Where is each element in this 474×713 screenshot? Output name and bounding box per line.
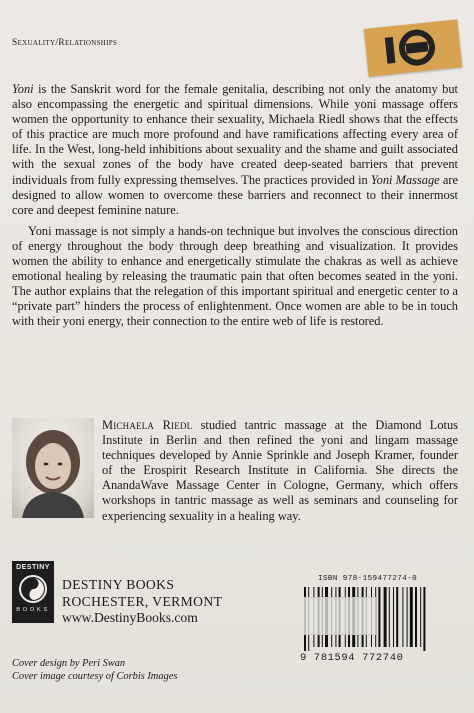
barcode-bar	[402, 587, 403, 647]
destiny-books-logo	[12, 561, 54, 623]
publisher-name: DESTINY BOOKS	[62, 577, 175, 592]
author-name: Michaela Riedl	[102, 418, 193, 432]
barcode-bar	[423, 587, 425, 651]
author-bio	[12, 418, 458, 524]
barcode-digits: 9 781594 772740	[300, 652, 404, 664]
book-title-ref: Yoni Massage	[370, 172, 440, 187]
barcode-bar	[393, 587, 394, 647]
description-paragraph-1	[12, 82, 458, 218]
author-bio-text: studied tantric massage at the Diamond Lotus Institute in Berlin and then refined the yoni and lingam massage techniques developed by Annie Sprinkle and Joseph Kramer, founder of the Erospirit Research Institute in California. She directs the AnandaWave Massage Center in Cologne, Germany, which offers workshops in tantric massage as well as seminars and counseling for experiencing sexuality in a healing way.	[102, 418, 458, 523]
ten-logo-icon	[380, 24, 446, 72]
p1-text-b: are designed to allow women to overcome these barriers and reconnect to their innermost core and deepest feminine nature.	[12, 172, 458, 217]
p1-text-a: is the Sanskrit word for the female genitalia, describing not only the anatomy but also encompassing the energetic and spiritual dimensions. While yoni massage offers women the opportunity to enhance their sexuality, Michaela Riedl shows that the effects of this practice are much more profound and have ramifications affecting every area of life. In the West, long-held inhibitions about sexuality and the shame and guilt associated with the sexual zones of the body have created deep-seated barriers that prevent individuals from fully expressing themselves. The practices provided in	[12, 82, 458, 187]
publisher-url: www.DestinyBooks.com	[62, 610, 198, 625]
barcode-bar	[415, 587, 417, 647]
swirl-logo-icon	[18, 574, 48, 604]
barcode-bar	[384, 587, 387, 647]
author-portrait-icon	[12, 418, 94, 518]
logo-top-text: DESTINY	[16, 564, 50, 571]
publisher-info	[62, 577, 222, 627]
price-sticker	[364, 19, 463, 77]
barcode-bar	[389, 587, 390, 647]
barcode-bar	[378, 587, 380, 647]
logo-bottom-text: BOOKS	[16, 607, 50, 613]
cover-image-credit: Cover image courtesy of Corbis Images	[12, 671, 178, 682]
cover-credits	[12, 657, 177, 683]
lead-term: Yoni	[12, 82, 34, 96]
isbn-label: ISBN 978-159477274-0	[318, 575, 418, 583]
isbn-barcode	[300, 575, 460, 675]
barcode-bar	[410, 587, 413, 647]
description-paragraph-2: Yoni massage is not simply a hands-on technique but involves the conscious direction of energy throughout the body through deep breathing and visualization. It provides women the ability to enhance and energetically stimulate the chakras as well as achieve emotional healing by releasing the traumatic pain that often becomes seated in the yoni. The author explains that the relegation of this important spiritual and energetic center to a “private part” hinders the process of enlightenment. Once women are able to be in touch with their yoni energy, their connection to the entire web of life is restored.	[12, 223, 458, 329]
category-label: Sexuality/Relationships	[12, 38, 118, 48]
publisher-city: ROCHESTER, VERMONT	[62, 593, 223, 609]
description	[12, 82, 458, 330]
barcode-bar	[420, 587, 421, 647]
price-label-sticker	[304, 597, 376, 635]
author-photo	[12, 418, 94, 518]
barcode-bar	[407, 587, 408, 647]
barcode-bar	[396, 587, 398, 647]
cover-design-credit: Cover design by Peri Swan	[12, 658, 126, 669]
